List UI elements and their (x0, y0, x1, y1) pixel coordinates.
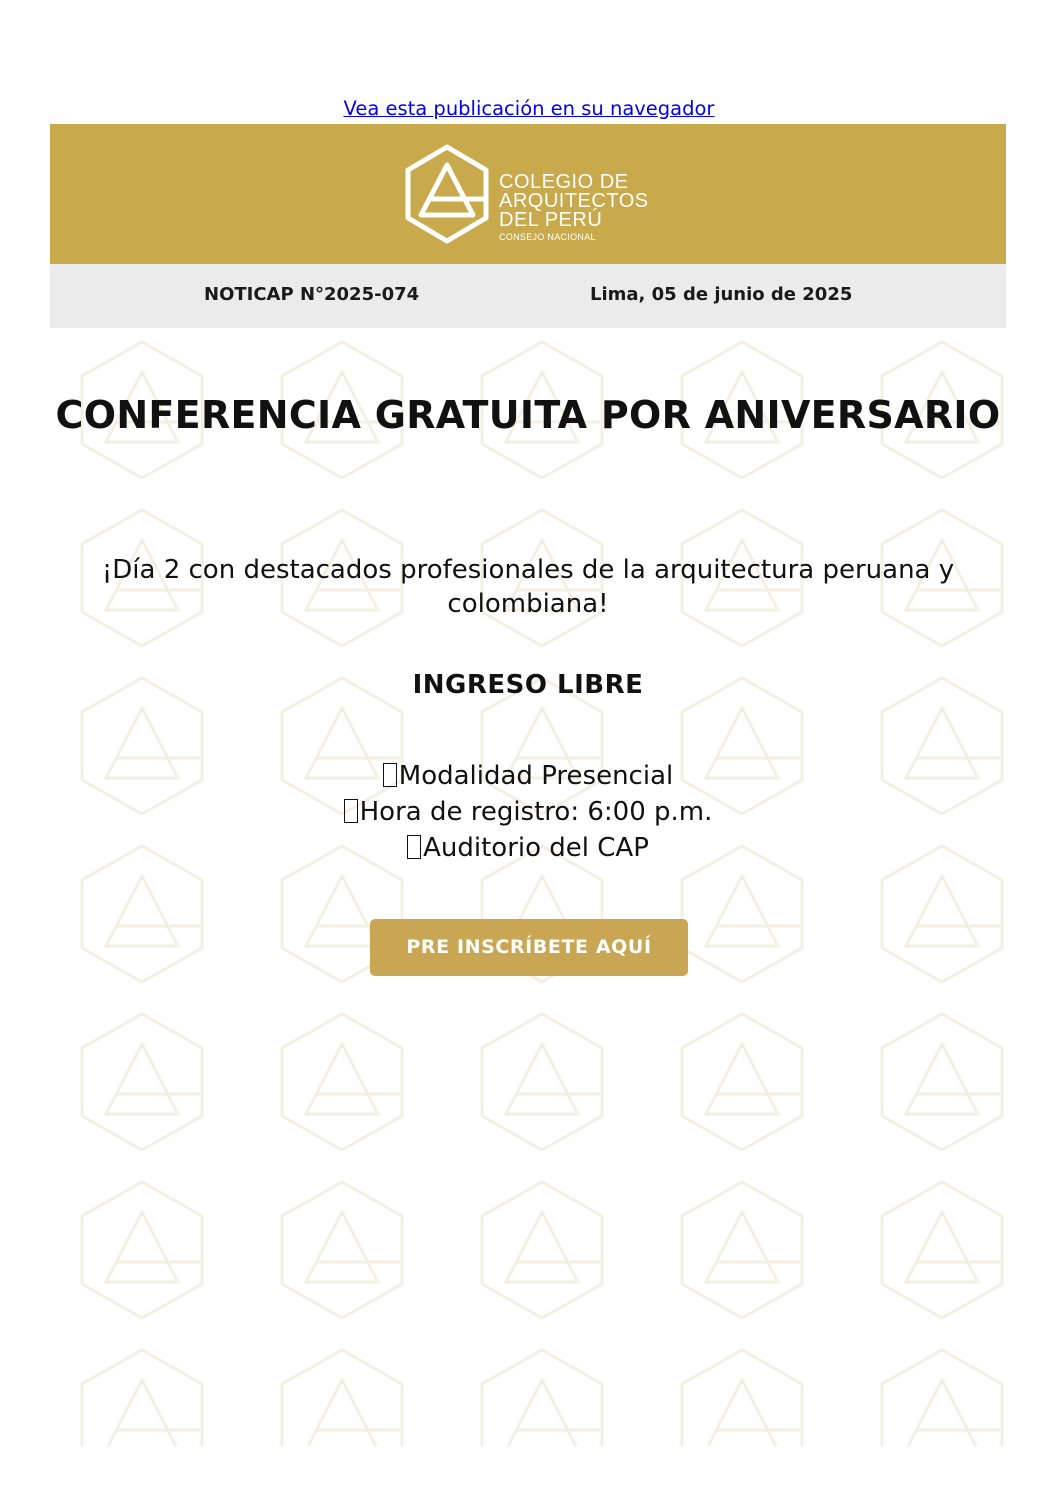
top-link-row (0, 97, 1058, 120)
bulletin-code: NOTICAP N°2025-074 (204, 284, 420, 305)
page-title: CONFERENCIA GRATUITA POR ANIVERSARIO (55, 393, 1001, 437)
pre-register-button[interactable]: PRE INSCRÍBETE AQUÍ (370, 919, 688, 976)
subtitle: ¡Día 2 con destacados profesionales de la arquitectura peruana y colombiana! (101, 555, 955, 619)
cap-logo (402, 143, 662, 245)
detail-text: Modalidad Presencial (398, 761, 674, 791)
logo-line-1: COLEGIO DE (499, 171, 629, 193)
logo-line-3: DEL PERÚ (499, 209, 603, 231)
free-entry-label: INGRESO LIBRE (412, 670, 644, 700)
cap-hexagon-logo-icon (402, 143, 492, 245)
event-details (50, 758, 1006, 866)
missing-glyph-icon (344, 799, 358, 823)
logo-line-2: ARQUITECTOS (499, 190, 649, 212)
header-band (50, 124, 1006, 264)
logo-line-4: CONSEJO NACIONAL (499, 232, 596, 242)
missing-glyph-icon (383, 763, 397, 787)
detail-registration-time (50, 794, 1006, 830)
logo-text (499, 173, 649, 243)
detail-text: Auditorio del CAP (423, 833, 649, 863)
bulletin-date: Lima, 05 de junio de 2025 (590, 284, 853, 305)
detail-venue (50, 830, 1006, 866)
detail-modality (50, 758, 1006, 794)
view-in-browser-link[interactable]: Vea esta publicación en su navegador (343, 97, 715, 120)
detail-text: Hora de registro: 6:00 p.m. (359, 797, 713, 827)
background-pattern (72, 340, 1006, 1446)
missing-glyph-icon (407, 835, 421, 859)
info-bar (50, 264, 1006, 328)
